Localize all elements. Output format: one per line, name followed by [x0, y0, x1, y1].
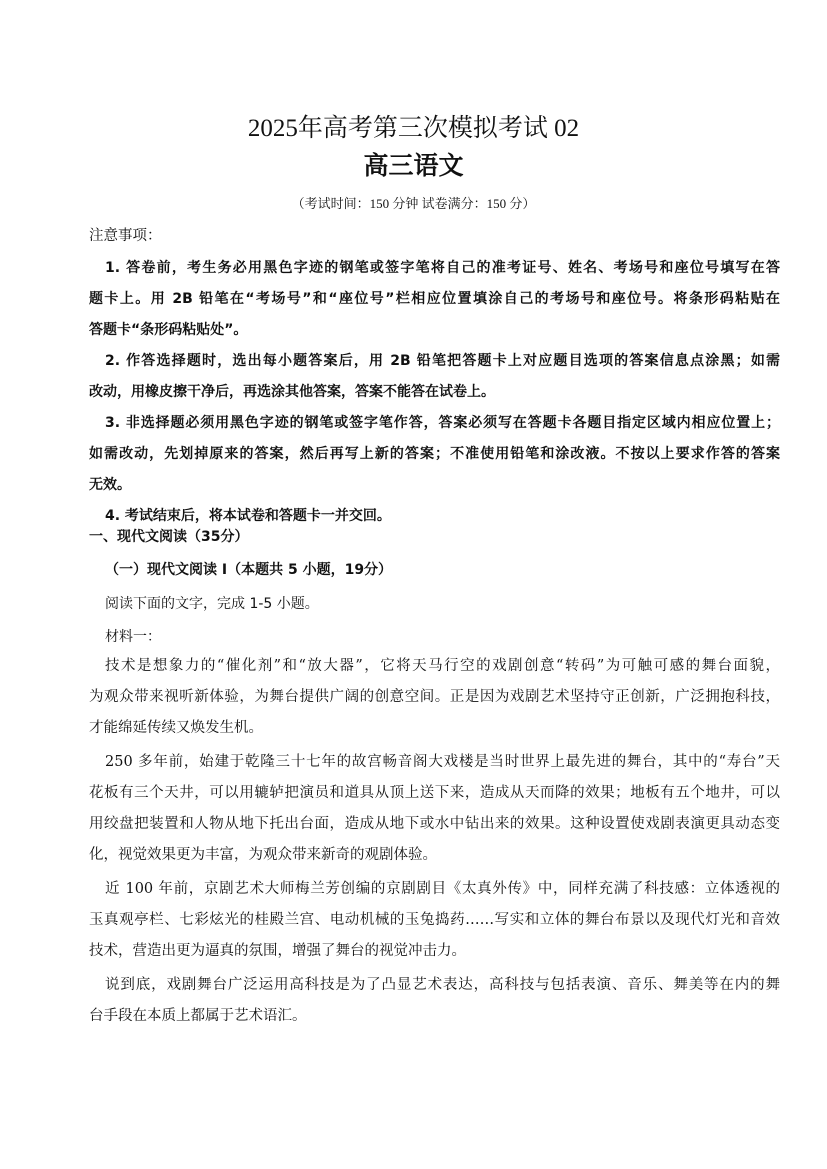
text-line: 化，视觉效果更为丰富，为观众带来新奇的观剧体验。	[89, 847, 437, 863]
text-line: 为观众带来视听新体验，为舞台提供广阔的创意空间。正是因为戏剧艺术坚持守正创新，广泛拥抱科技，	[89, 689, 780, 705]
exam-title: 2025年高考第三次模拟考试 02	[247, 115, 580, 142]
material-text	[89, 651, 780, 1032]
text-line: 玉真观亭栏、七彩炫光的桂殿兰宫、电动机械的玉兔捣药……写实和立体的舞台布景以及现代灯光和音效	[89, 912, 780, 928]
text-line: 改动，用橡皮擦干净后，再选涂其他答案，答案不能答在试卷上。	[89, 384, 495, 400]
section-heading-block	[89, 522, 780, 654]
paragraph	[89, 346, 780, 408]
text-line: 题卡上。用 2B 铅笔在“考场号”和“座位号”栏相应位置填涂自己的考场号和座位号。将条形码粘贴在	[89, 291, 780, 307]
text-line: 说到底，戏剧舞台广泛运用高科技是为了凸显艺术表达，高科技与包括表演、音乐、舞美等在内的舞	[105, 977, 780, 993]
paragraph	[89, 253, 780, 346]
paragraph	[89, 874, 780, 967]
exam-info: （考试时间：150 分钟 试卷满分：150 分）	[291, 196, 536, 211]
text-line: 250 多年前，始建于乾隆三十七年的故宫畅音阁大戏楼是当时世界上最先进的舞台，其中的“寿台”天	[105, 754, 780, 770]
material-label: 材料一：	[105, 629, 161, 645]
notice-heading: 注意事项：	[89, 228, 162, 244]
text-line: 无效。	[89, 477, 131, 493]
text-line: 2. 作答选择题时，选出每小题答案后，用 2B 铅笔把答题卡上对应题目选项的答案信息点涂黑；如需	[105, 353, 780, 369]
text-line: 1. 答卷前，考生务必用黑色字迹的钢笔或签字笔将自己的准考证号、姓名、考场号和座位号填写在答	[105, 260, 780, 276]
text-line: 才能绵延传续又焕发生机。	[89, 720, 263, 736]
paragraph	[89, 970, 780, 1032]
text-line: 技术是想象力的“催化剂”和“放大器”，它将天马行空的戏剧创意“转码”为可触可感的舞台面貌，	[105, 658, 780, 674]
paragraph	[89, 651, 780, 744]
text-line: 用绞盘把装置和人物从地下托出台面，造成从地下或水中钻出来的效果。这种设置使戏剧表演更具动态变	[89, 816, 780, 832]
reading-instruction: 阅读下面的文字，完成 1-5 小题。	[105, 596, 319, 612]
notice-list	[89, 253, 780, 532]
text-line: 近 100 年前，京剧艺术大师梅兰芳创编的京剧剧目《太真外传》中，同样充满了科技感：立体透视的	[105, 881, 780, 897]
paragraph	[89, 747, 780, 871]
text-line: 技术，营造出更为逼真的氛围，增强了舞台的视觉冲击力。	[89, 943, 466, 959]
text-line: 台手段在本质上都属于艺术语汇。	[89, 1008, 307, 1024]
notice-heading-block	[89, 221, 780, 252]
paragraph	[89, 408, 780, 501]
section-heading: 一、现代文阅读（35分）	[89, 529, 249, 545]
text-line: 答题卡“条形码粘贴处”。	[89, 322, 248, 338]
text-line: 3. 非选择题必须用黑色字迹的钢笔或签字笔作答，答案必须写在答题卡各题目指定区域内相应位置上；	[105, 415, 780, 431]
text-line: 如需改动，先划掉原来的答案，然后再写上新的答案；不准使用铅笔和涂改液。不按以上要求作答的答案	[89, 446, 780, 462]
section-subheading: （一）现代文阅读 I（本题共 5 小题，19分）	[105, 562, 393, 578]
text-line: 4. 考试结束后，将本试卷和答题卡一并交回。	[105, 508, 391, 524]
text-line: 花板有三个天井，可以用辘轳把演员和道具从顶上送下来，造成从天而降的效果；地板有五个地井，可以	[89, 785, 780, 801]
subject-title: 高三语文	[363, 151, 464, 180]
